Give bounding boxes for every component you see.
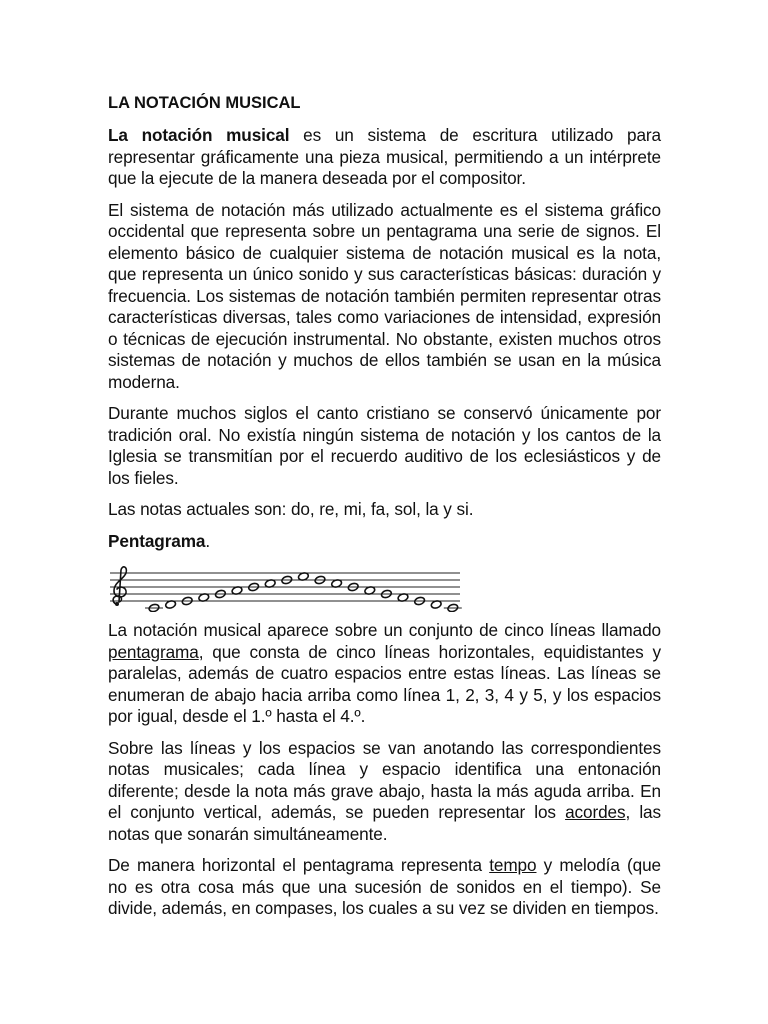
heading-period: . bbox=[205, 530, 211, 551]
paragraph-pentagrama-text-b: , que consta de cinco líneas horizontales, equidistantes y paralelas, además de cuatro espacios entre estas líneas. Las líneas se enumeran de abajo hacia arriba como línea 1, 2, 3, 4 y 5, y los espacios por igual, desde el 1.º hasta el 4.º. bbox=[108, 641, 661, 726]
term-pentagrama: Pentagrama bbox=[108, 530, 206, 551]
paragraph-pentagrama-text-a: La notación musical aparece sobre un conjunto de cinco líneas llamado bbox=[108, 620, 661, 640]
section-pentagrama-heading bbox=[108, 531, 661, 553]
link-acordes[interactable]: acordes bbox=[565, 802, 626, 822]
staff-figure bbox=[108, 564, 468, 612]
term-notacion-musical: La notación musical bbox=[108, 125, 290, 145]
staff-notes bbox=[145, 572, 462, 612]
paragraph-tempo-text-a: De manera horizontal el pentagrama representa bbox=[108, 855, 490, 875]
staff-image bbox=[108, 564, 468, 612]
link-pentagrama[interactable]: pentagrama bbox=[108, 641, 199, 662]
paragraph-lineas-text-b: , las notas que sonarán simultáneamente. bbox=[108, 802, 661, 844]
paragraph-tempo-text-b: y melodía (que no es otra cosa más que una sucesión de sonidos en el tiempo). Se divide, además, en compases, los cuales a su vez se dividen en tiempos. bbox=[108, 855, 661, 918]
paragraph-lineas-text-a: Sobre las líneas y los espacios se van anotando las correspondientes notas musicales; cada línea y espacio identifica una entonación diferente; desde la nota más grave abajo, hasta la más aguda arriba. En el conjunto vertical, además, se pueden representar los bbox=[108, 737, 661, 822]
paragraph-intro-text: es un sistema de escritura utilizado para representar gráficamente una pieza musical, permitiendo a un intérprete que la ejecute de la manera deseada por el compositor. bbox=[108, 125, 661, 188]
paragraph-historia: Durante muchos siglos el canto cristiano se conservó únicamente por tradición oral. No existía ningún sistema de notación y los cantos de la Iglesia se transmitían por el recuerdo auditivo de los eclesiásticos y de los fieles. bbox=[108, 403, 661, 488]
link-tempo[interactable]: tempo bbox=[489, 855, 537, 875]
paragraph-notas: Las notas actuales son: do, re, mi, fa, sol, la y si. bbox=[108, 499, 474, 519]
paragraph-pentagrama bbox=[108, 620, 661, 728]
paragraph-lineas bbox=[108, 738, 661, 846]
paragraph-intro bbox=[108, 125, 661, 190]
paragraph-tempo bbox=[108, 855, 661, 920]
paragraph-sistema: El sistema de notación más utilizado actualmente es el sistema gráfico occidental que representa sobre un pentagrama una serie de signos. El elemento básico de cualquier sistema de notación musical es la nota, que representa un único sonido y sus características básicas: duración y frecuencia. Los sistemas de notación también permiten representar otras características diversas, tales como variaciones de intensidad, expresión o técnicas de ejecución instrumental. No obstante, existen muchos otros sistemas de notación y muchos de ellos también se usan en la música moderna. bbox=[108, 199, 661, 392]
document-title: LA NOTACIÓN MUSICAL bbox=[108, 94, 301, 112]
document-page bbox=[108, 92, 661, 930]
